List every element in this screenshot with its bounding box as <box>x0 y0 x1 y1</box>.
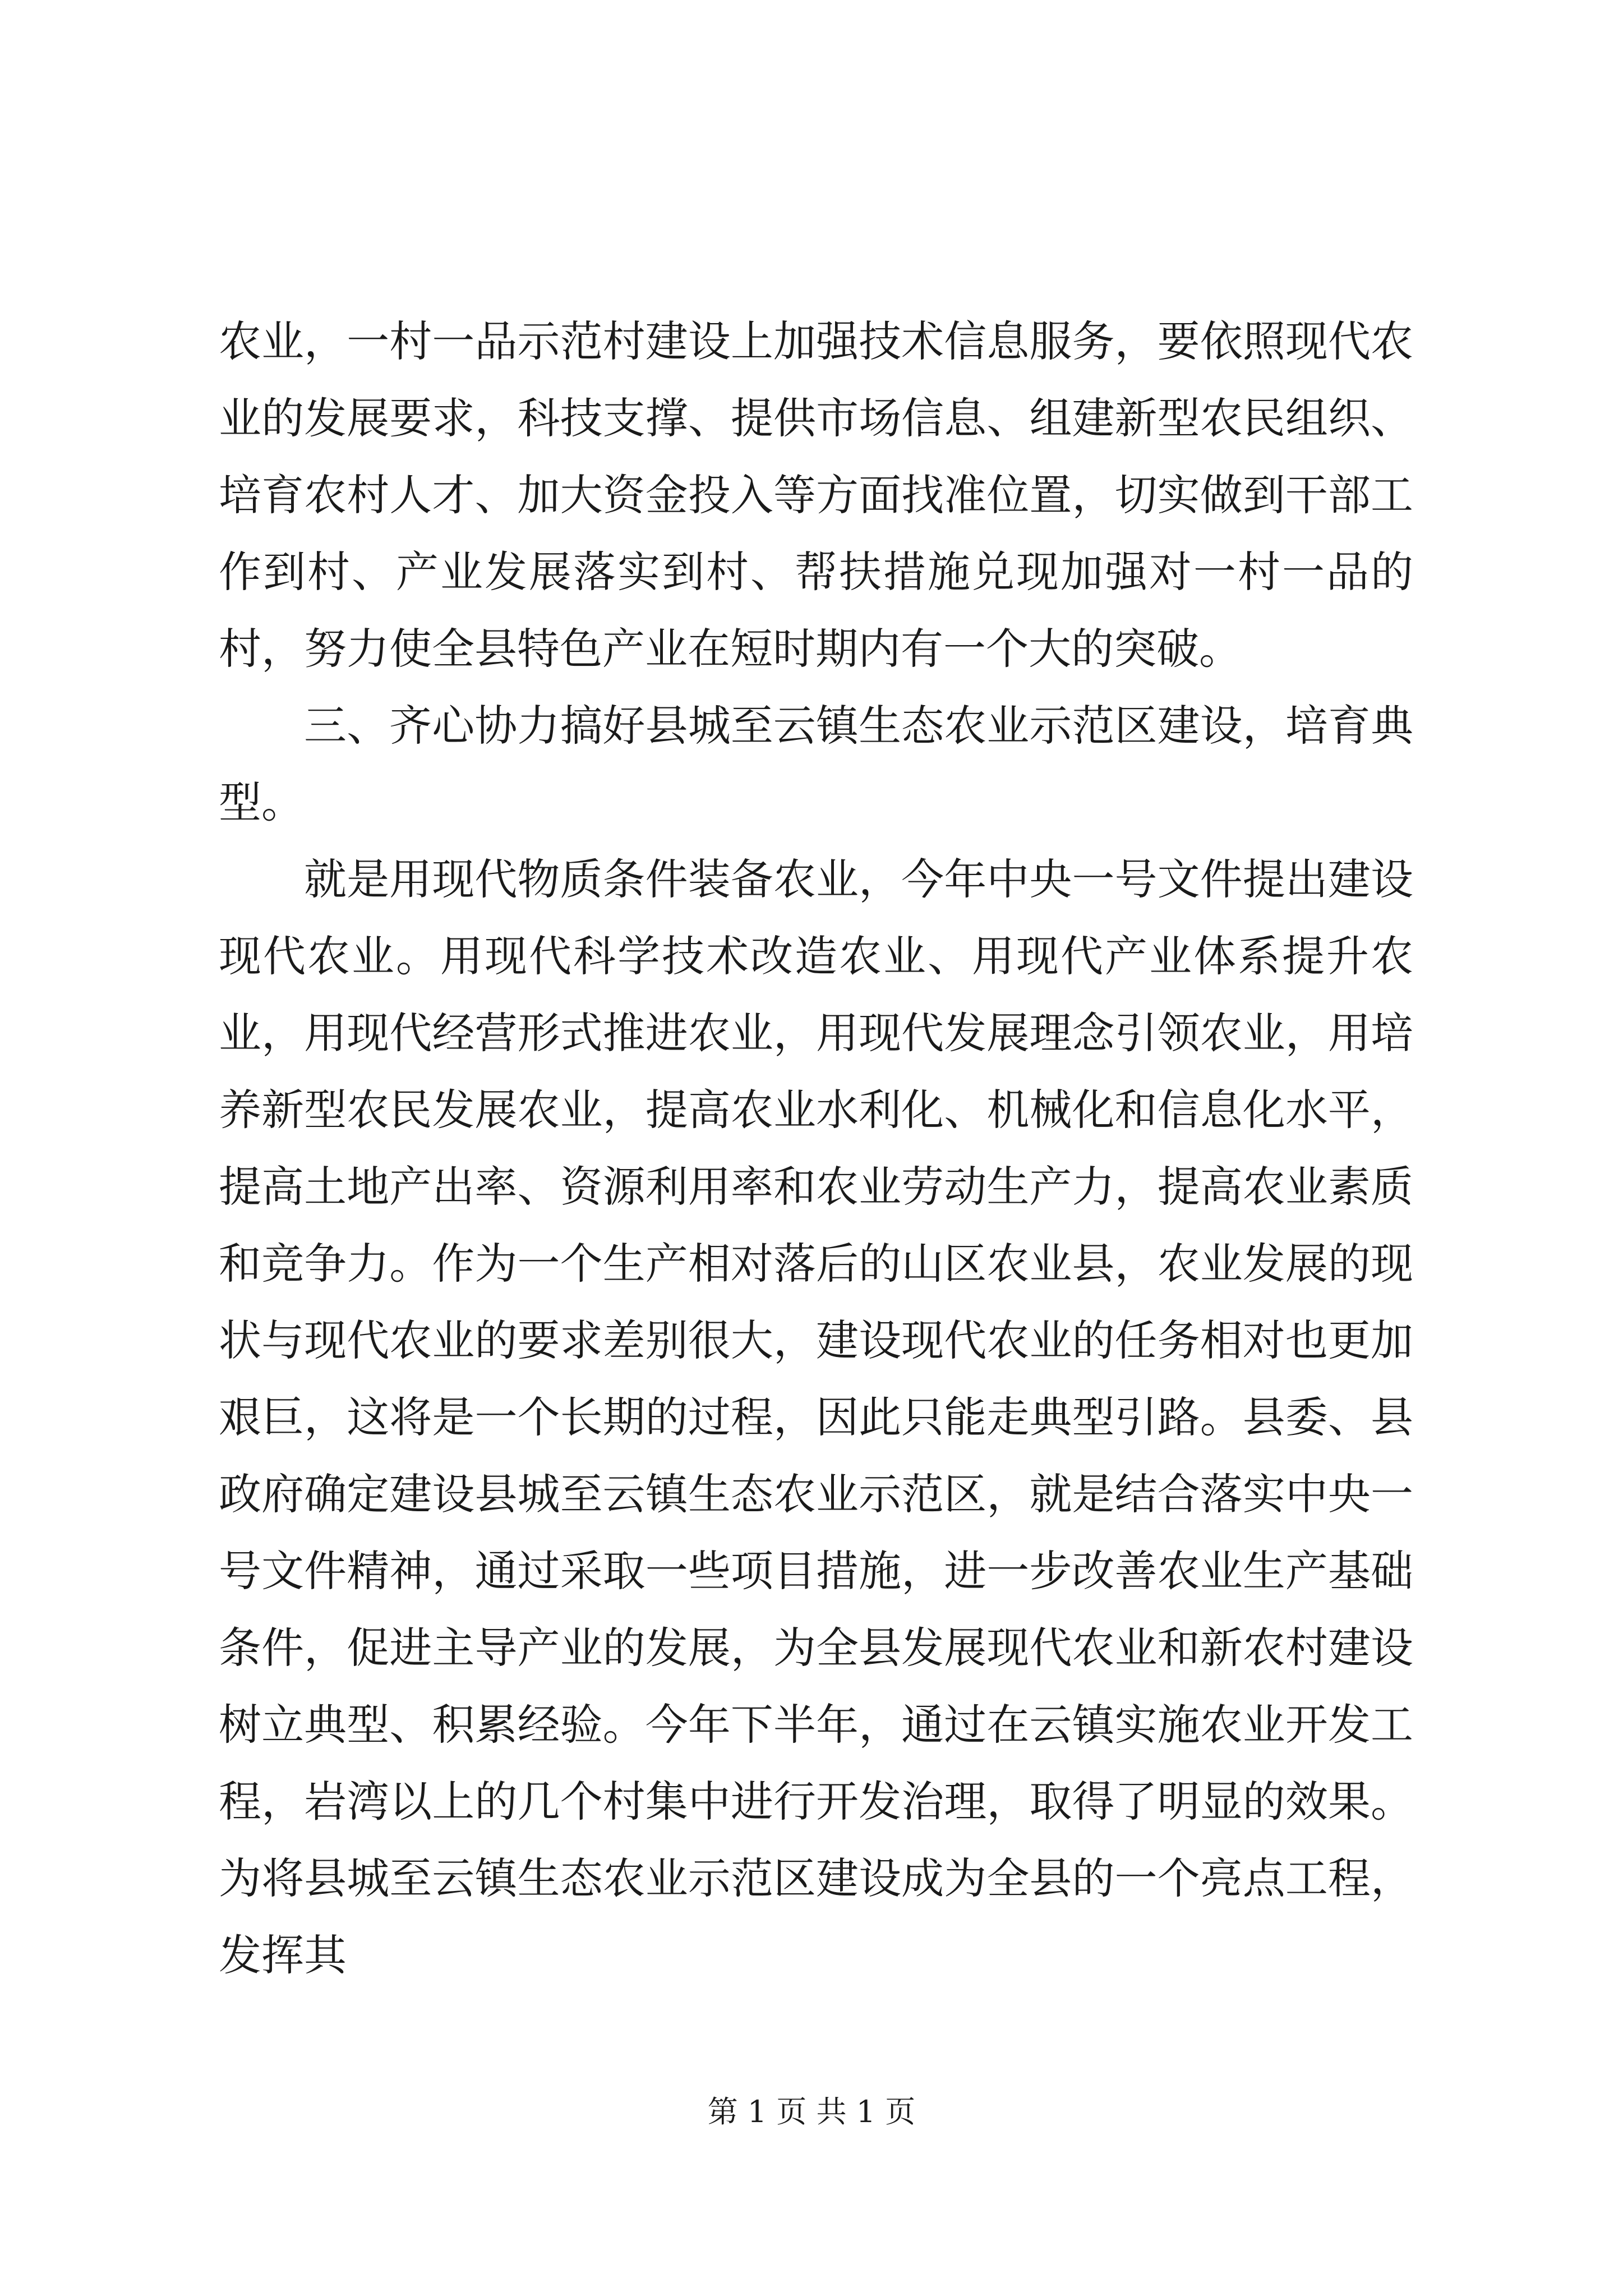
paragraph-body: 就是用现代物质条件装备农业，今年中央一号文件提出建设现代农业。用现代科学技术改造农业、用现代产业体系提升农业，用现代经营形式推进农业，用现代发展理念引领农业，用培养新型农民发展农业，提高农业水利化、机械化和信息化水平，提高土地产出率、资源利用率和农业劳动生产力，提高农业素质和竞争力。作为一个生产相对落后的山区农业县，农业发展的现状与现代农业的要求差别很大，建设现代农业的任务相对也更加艰巨，这将是一个长期的过程，因此只能走典型引路。县委、县政府确定建设县城至云镇生态农业示范区，就是结合落实中央一号文件精神，通过采取一些项目措施，进一步改善农业生产基础条件，促进主导产业的发展，为全县发展现代农业和新农村建设树立典型、积累经验。今年下半年，通过在云镇实施农业开发工程，岩湾以上的几个村集中进行开发治理，取得了明显的效果。为将县城至云镇生态农业示范区建设成为全县的一个亮点工程，发挥其 <box>219 854 1413 1980</box>
document-body <box>219 303 1413 1994</box>
page-footer: 第 1 页 共 1 页 <box>707 2094 916 2129</box>
paragraph-continuation: 农业，一村一品示范村建设上加强技术信息服务，要依照现代农业的发展要求，科技支撑、提供市场信息、组建新型农民组织、培育农村人才、加大资金投入等方面找准位置，切实做到干部工作到村、产业发展落实到村、帮扶措施兑现加强对一村一品的村，努力使全县特色产业在短时期内有一个大的突破。 <box>219 316 1413 674</box>
section-heading-three: 三、齐心协力搞好县城至云镇生态农业示范区建设，培育典型。 <box>219 701 1413 827</box>
